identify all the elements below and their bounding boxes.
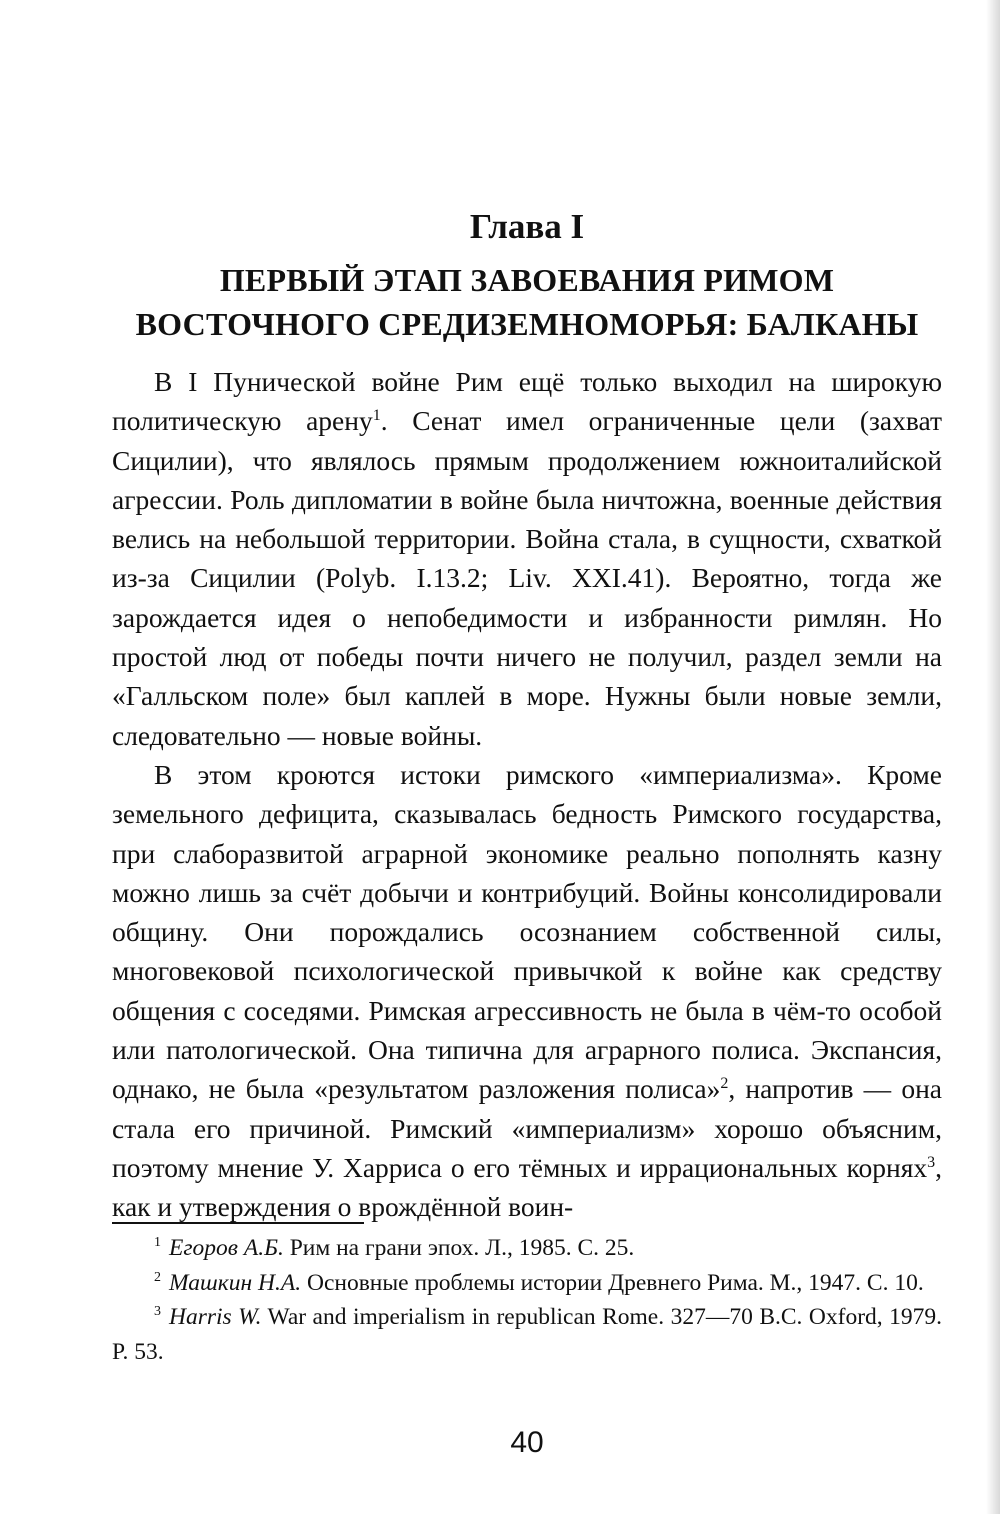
body-text bbox=[112, 362, 942, 1227]
paragraph-1 bbox=[112, 362, 942, 755]
footnotes bbox=[112, 1231, 942, 1369]
chapter-label: Глава I bbox=[469, 207, 585, 246]
footnote-ref-1: 1 bbox=[372, 407, 381, 425]
page-edge-shadow bbox=[986, 0, 1000, 1514]
footnote-ref-3: 3 bbox=[927, 1153, 936, 1171]
paragraph-2-text-a: В этом кроются истоки римского «империализма». Кроме земельного дефицита, сказывалась бедность Римского государства, при слаборазвитой аграрной экономике реально пополнять казну можно лишь за счёт добычи и контрибуций. Войны консолидировали общину. Они порождались осознанием собственной силы, многовековой психологической привычкой к войне как средству общения с соседями. Римская агрессивность не была в чём-то особой или патологической. Она типична для аграрного полиса. Экспансия, однако, не была «результатом разложения полиса» bbox=[112, 758, 942, 1105]
chapter-title-line-1: ПЕРВЫЙ ЭТАП ЗАВОЕВАНИЯ РИМОМ bbox=[219, 262, 835, 298]
footnote-number: 3 bbox=[154, 1304, 161, 1320]
page-number: 40 bbox=[510, 1426, 544, 1459]
footnote-ref-2: 2 bbox=[720, 1075, 729, 1093]
footnote-2 bbox=[112, 1266, 942, 1301]
footnote-text: Основные проблемы истории Древнего Рима. М., 1947. С. 10. bbox=[301, 1269, 924, 1296]
chapter-title-line-2: ВОСТОЧНОГО СРЕДИЗЕМНОМОРЬЯ: БАЛКАНЫ bbox=[135, 306, 919, 342]
paragraph-2-text-b: , напротив — она стала его причиной. Римский «империализм» хорошо объясним, поэтому мнение У. Харриса о его тёмных и иррациональных корнях bbox=[112, 1073, 943, 1183]
footnote-divider bbox=[112, 1222, 364, 1224]
footnote-author: Егоров А.Б. bbox=[169, 1235, 284, 1261]
footnote-number: 1 bbox=[154, 1235, 161, 1251]
footnote-number: 2 bbox=[154, 1269, 161, 1285]
footnote-author: Harris W. bbox=[169, 1304, 262, 1330]
paragraph-1-text-b: . Сенат имел ограниченные цели (захват Сицилии), что являлось прямым продолжением южноиталийской агрессии. Роль дипломатии в войне была ничтожна, военные действия велись на небольшой территории. Война стала, в сущности, схваткой из-за Сицилии (Polyb. I.13.2; Liv. XXI.41). Вероятно, тогда же зарождается идея о непобедимости и избранности римлян. Но простой люд от победы почти ничего не получил, раздел земли на «Галльском поле» был каплей в море. Нужны были новые земли, следовательно — новые войны. bbox=[112, 405, 942, 751]
footnote-author: Машкин Н.А. bbox=[169, 1269, 302, 1296]
chapter-title bbox=[112, 258, 942, 346]
footnote-text: Рим на грани эпох. Л., 1985. С. 25. bbox=[283, 1235, 635, 1261]
paragraph-2-text-c: , как и утверждения о врождённой воин- bbox=[112, 1151, 942, 1223]
footnote-1 bbox=[112, 1231, 942, 1266]
footnote-text: War and imperialism in republican Rome. 327—70 B.C. Oxford, 1979. P. 53. bbox=[112, 1304, 942, 1365]
paragraph-1-text-a: В I Пунической войне Рим ещё только выходил на широкую политическую арену bbox=[112, 366, 942, 437]
footnote-3 bbox=[112, 1300, 942, 1369]
paragraph-2 bbox=[112, 755, 942, 1227]
